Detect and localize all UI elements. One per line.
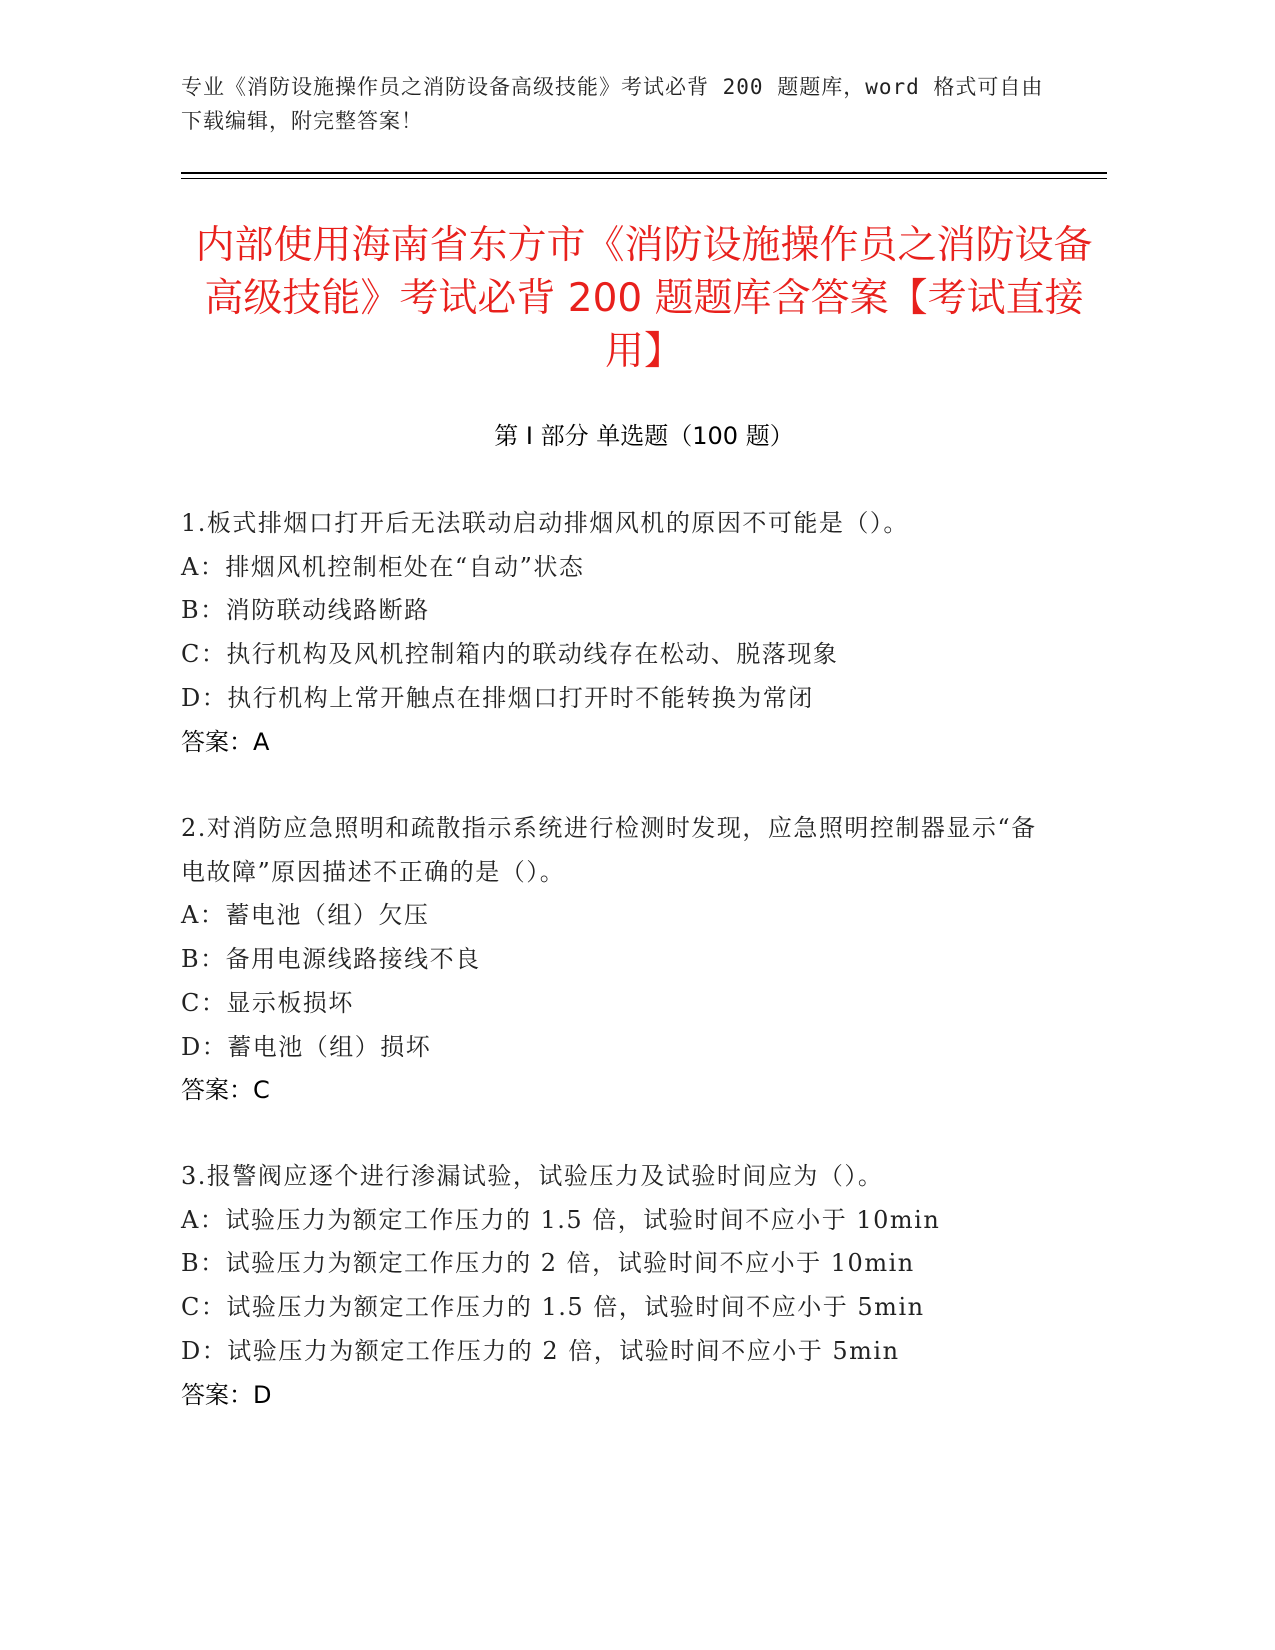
header-note: 专业《消防设施操作员之消防设备高级技能》考试必背 200 题题库，word 格式可自由下载编辑，附完整答案！ xyxy=(181,75,1044,133)
question-2 xyxy=(181,807,1061,1113)
option-c: C：执行机构及风机控制箱内的联动线存在松动、脱落现象 xyxy=(181,640,839,669)
option-a: A：试验压力为额定工作压力的 1.5 倍，试验时间不应小于 10min xyxy=(181,1205,941,1234)
option-c: C：试验压力为额定工作压力的 1.5 倍，试验时间不应小于 5min xyxy=(181,1293,925,1322)
option-b: B：备用电源线路接线不良 xyxy=(181,945,481,974)
document-title: 内部使用海南省东方市《消防设施操作员之消防设备高级技能》考试必背 200 题题库含答案【考试直接用】 xyxy=(195,223,1093,374)
option-d: D：蓄电池（组）损坏 xyxy=(181,1032,432,1061)
question-1 xyxy=(181,502,1061,764)
option-c: C：显示板损坏 xyxy=(181,988,354,1017)
question-stem: 2.对消防应急照明和疏散指示系统进行检测时发现，应急照明控制器显示“备电故障”原因描述不正确的是（）。 xyxy=(181,814,1037,886)
section-title: 第 I 部分 单选题（100 题） xyxy=(494,422,794,450)
answer: 答案：C xyxy=(181,1076,270,1105)
option-b: B：试验压力为额定工作压力的 2 倍，试验时间不应小于 10min xyxy=(181,1249,915,1278)
header-divider-thin xyxy=(181,178,1107,179)
question-3 xyxy=(181,1155,1061,1417)
question-stem: 1.板式排烟口打开后无法联动启动排烟风机的原因不可能是（）。 xyxy=(181,509,909,537)
option-b: B：消防联动线路断路 xyxy=(181,596,430,625)
option-d: D：执行机构上常开触点在排烟口打开时不能转换为常闭 xyxy=(181,683,814,712)
option-a: A：蓄电池（组）欠压 xyxy=(181,901,430,930)
answer: 答案：A xyxy=(181,727,270,756)
option-d: D：试验压力为额定工作压力的 2 倍，试验时间不应小于 5min xyxy=(181,1336,900,1365)
option-a: A：排烟风机控制柜处在“自动”状态 xyxy=(181,552,585,581)
header-divider-thick xyxy=(181,172,1107,174)
question-stem: 3.报警阀应逐个进行渗漏试验，试验压力及试验时间应为（）。 xyxy=(181,1162,884,1190)
answer: 答案：D xyxy=(181,1380,272,1409)
